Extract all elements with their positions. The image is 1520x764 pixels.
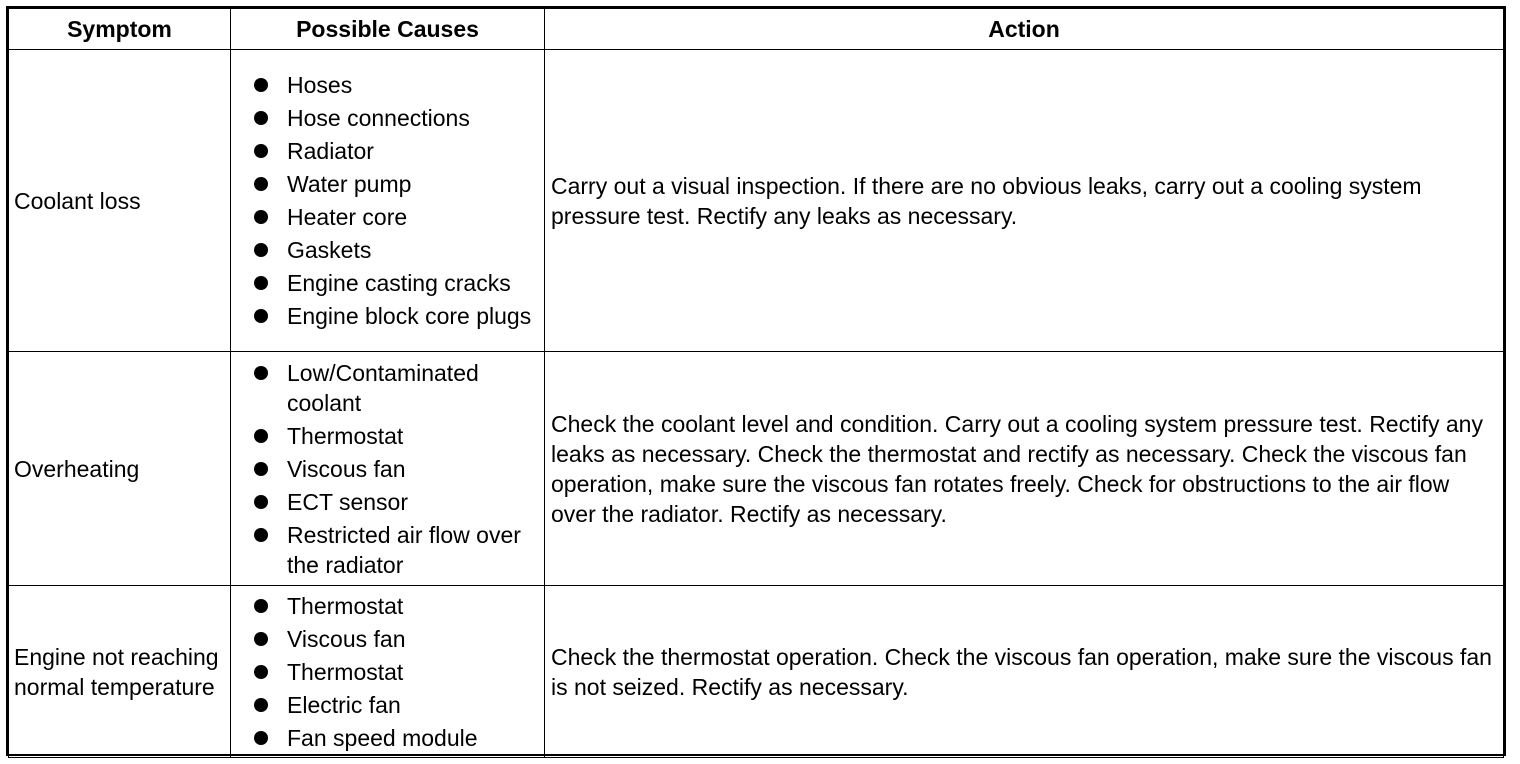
cause-item bbox=[244, 202, 538, 232]
cause-item bbox=[244, 268, 538, 298]
cause-item bbox=[244, 421, 538, 451]
table-row bbox=[9, 352, 1504, 586]
cause-text: Fan speed module bbox=[287, 724, 478, 751]
cause-text: Viscous fan bbox=[287, 625, 406, 652]
cause-item bbox=[244, 591, 538, 621]
cause-text: Thermostat bbox=[287, 592, 404, 619]
cause-text: Engine casting cracks bbox=[287, 270, 511, 296]
cause-item bbox=[244, 301, 538, 331]
bullet-icon bbox=[254, 528, 268, 542]
diagnostic-table-frame bbox=[6, 6, 1506, 756]
cause-text: Thermostat bbox=[287, 422, 404, 449]
causes-cell bbox=[231, 352, 545, 586]
causes-cell bbox=[231, 586, 545, 758]
header-symptom: Symptom bbox=[9, 9, 231, 50]
bullet-icon bbox=[254, 462, 268, 476]
bullet-icon bbox=[254, 366, 268, 380]
cause-item bbox=[244, 70, 538, 100]
bullet-icon bbox=[254, 276, 268, 290]
cause-item bbox=[244, 657, 538, 687]
symptom-cause-action-table bbox=[8, 8, 1504, 758]
bullet-icon bbox=[254, 210, 268, 224]
bullet-icon bbox=[254, 599, 268, 613]
bullet-icon bbox=[254, 243, 268, 257]
cause-text: Thermostat bbox=[287, 658, 404, 685]
bullet-icon bbox=[254, 429, 268, 443]
cause-item bbox=[244, 723, 538, 753]
causes-cell bbox=[231, 50, 545, 352]
header-possible-causes: Possible Causes bbox=[231, 9, 545, 50]
cause-text: Hoses bbox=[287, 72, 353, 98]
bullet-icon bbox=[254, 78, 268, 92]
action-cell: Carry out a visual inspection. If there are no obvious leaks, carry out a cooling system pressure test. Rectify any leaks as necessary. bbox=[545, 50, 1504, 352]
cause-text: ECT sensor bbox=[287, 488, 409, 515]
cause-item bbox=[244, 358, 538, 418]
cause-item bbox=[244, 487, 538, 517]
cause-text: Water pump bbox=[287, 171, 412, 197]
cause-text: Hose connections bbox=[287, 105, 470, 131]
cause-item bbox=[244, 235, 538, 265]
cause-text: Heater core bbox=[287, 204, 408, 230]
cause-item bbox=[244, 624, 538, 654]
cause-item bbox=[244, 169, 538, 199]
cause-text: Radiator bbox=[287, 138, 374, 164]
action-cell: Check the coolant level and condition. Carry out a cooling system pressure test. Rectify any leaks as necessary. Check the thermostat and rectify as necessary. Check the viscous fan operation, make sure the viscous fan rotates freely. Check for obstructions to the air flow over the radiator. Rectify as necessary. bbox=[545, 352, 1504, 586]
bullet-icon bbox=[254, 632, 268, 646]
cause-item bbox=[244, 454, 538, 484]
symptom-cell: Overheating bbox=[9, 352, 231, 586]
cause-item bbox=[244, 103, 538, 133]
cause-item bbox=[244, 690, 538, 720]
cause-item bbox=[244, 136, 538, 166]
action-cell: Check the thermostat operation. Check the viscous fan operation, make sure the viscous fan is not seized. Rectify as necessary. bbox=[545, 586, 1504, 758]
cause-text: Gaskets bbox=[287, 237, 372, 263]
causes-list bbox=[244, 70, 538, 331]
bullet-icon bbox=[254, 309, 268, 323]
bullet-icon bbox=[254, 495, 268, 509]
causes-list bbox=[244, 591, 538, 753]
causes-list bbox=[244, 358, 538, 580]
cause-text: Viscous fan bbox=[287, 455, 406, 482]
bullet-icon bbox=[254, 665, 268, 679]
table-row bbox=[9, 50, 1504, 352]
symptom-cell: Coolant loss bbox=[9, 50, 231, 352]
cause-item bbox=[244, 520, 538, 580]
cause-text: Electric fan bbox=[287, 691, 401, 718]
bullet-icon bbox=[254, 177, 268, 191]
bullet-icon bbox=[254, 731, 268, 745]
cause-text: Restricted air flow over the radiator bbox=[287, 521, 521, 578]
cause-text: Engine block core plugs bbox=[287, 303, 532, 329]
bullet-icon bbox=[254, 698, 268, 712]
header-action: Action bbox=[545, 9, 1504, 50]
table-row bbox=[9, 586, 1504, 758]
cause-text: Low/Contaminated coolant bbox=[287, 359, 479, 416]
symptom-cell: Engine not reaching normal temperature bbox=[9, 586, 231, 758]
header-row bbox=[9, 9, 1504, 50]
bullet-icon bbox=[254, 111, 268, 125]
bullet-icon bbox=[254, 144, 268, 158]
